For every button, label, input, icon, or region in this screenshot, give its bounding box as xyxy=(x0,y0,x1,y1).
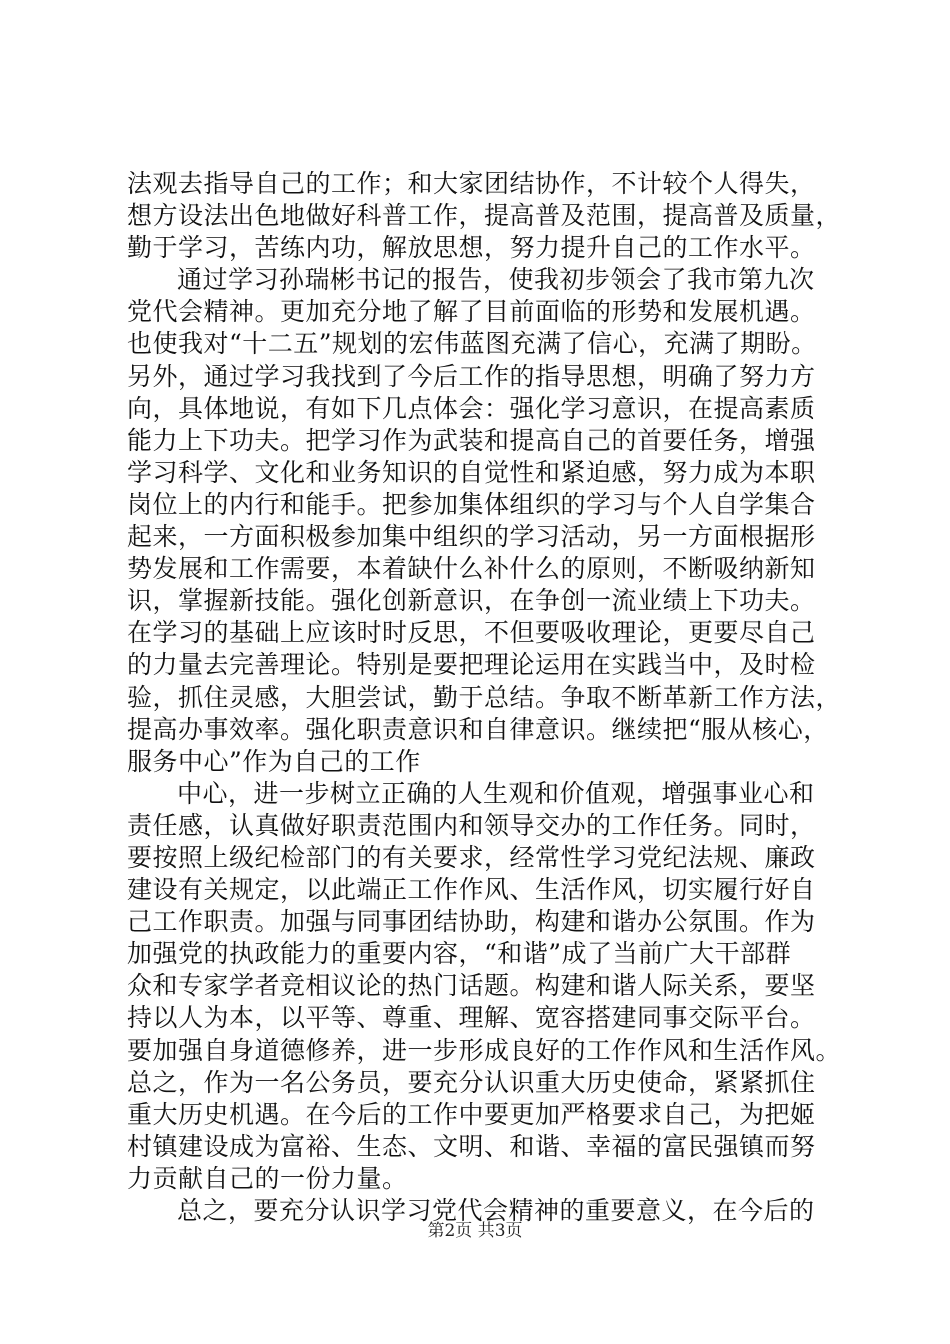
text-line: 起来，一方面积极参加集中组织的学习活动，另一方面根据形 xyxy=(127,522,816,552)
text-line: 验，抓住灵感，大胆尝试，勤于总结。争取不断革新工作方法， xyxy=(127,682,842,712)
paragraph-start-line: 总之，要充分认识学习党代会精神的重要意义，在今后的 xyxy=(177,1196,815,1225)
text-line: 能力上下功夫。把学习作为武装和提高自己的首要任务，增强 xyxy=(127,425,816,455)
text-line: 法观去指导自己的工作；和大家团结协作，不计较个人得失， xyxy=(127,169,816,198)
body-text xyxy=(127,168,847,1227)
text-line: 在学习的基础上应该时时反思，不但要吸收理论，更要尽自己 xyxy=(127,618,816,648)
paragraph-start-line: 中心，进一步树立正确的人生观和价值观，增强事业心和 xyxy=(177,778,815,808)
text-line: 加强党的执政能力的重要内容，“和谐”成了当前广大干部群 xyxy=(127,939,792,969)
text-line: 重大历史机遇。在今后的工作中要更加严格要求自己，为把姬 xyxy=(127,1099,816,1129)
text-line: 岗位上的内行和能手。把参加集体组织的学习与个人自学集合 xyxy=(127,489,816,519)
text-line: 的力量去完善理论。特别是要把理论运用在实践当中，及时检 xyxy=(127,650,816,680)
text-line: 建设有关规定，以此端正工作作风、生活作风，切实履行好自 xyxy=(127,875,816,905)
text-line: 村镇建设成为富裕、生态、文明、和谐、幸福的富民强镇而努 xyxy=(127,1131,816,1161)
page-number-footer: 第2页 共3页 xyxy=(427,1221,523,1241)
text-line: 责任感，认真做好职责范围内和领导交办的工作任务。同时， xyxy=(127,810,816,840)
text-line: 众和专家学者竞相议论的热门话题。构建和谐人际关系，要坚 xyxy=(127,971,816,1001)
text-line: 力贡献自己的一份力量。 xyxy=(127,1163,408,1193)
text-line: 总之，作为一名公务员，要充分认识重大历史使命，紧紧抓住 xyxy=(127,1067,816,1097)
paragraph-start-line: 通过学习孙瑞彬书记的报告，使我初步领会了我市第九次 xyxy=(177,265,815,295)
text-line: 学习科学、文化和业务知识的自觉性和紧迫感，努力成为本职 xyxy=(127,457,816,487)
text-line: 识，掌握新技能。强化创新意识，在争创一流业绩上下功夫。 xyxy=(127,586,816,616)
text-line: 己工作职责。加强与同事团结协助，构建和谐办公氛围。作为 xyxy=(127,907,816,937)
text-line: 提高办事效率。强化职责意识和自律意识。继续把“服从核心， xyxy=(127,714,829,744)
text-line: 另外，通过学习我找到了今后工作的指导思想，明确了努力方 xyxy=(127,361,816,391)
text-line: 势发展和工作需要，本着缺什么补什么的原则，不断吸纳新知 xyxy=(127,554,816,584)
text-line: 党代会精神。更加充分地了解了目前面临的形势和发展机遇。 xyxy=(127,297,816,327)
text-line: 要加强自身道德修养，进一步形成良好的工作作风和生活作风。 xyxy=(127,1035,842,1065)
text-line: 想方设法出色地做好科普工作，提高普及范围，提高普及质量， xyxy=(127,201,842,231)
text-line: 向，具体地说，有如下几点体会：强化学习意识，在提高素质 xyxy=(127,393,816,423)
text-line: 要按照上级纪检部门的有关要求，经常性学习党纪法规、廉政 xyxy=(127,842,816,872)
text-line: 持以人为本，以平等、尊重、理解、宽容搭建同事交际平台。 xyxy=(127,1003,816,1033)
text-line: 勤于学习，苦练内功，解放思想，努力提升自己的工作水平。 xyxy=(127,233,816,263)
text-line: 服务中心”作为自己的工作 xyxy=(127,746,421,776)
text-line: 也使我对“十二五”规划的宏伟蓝图充满了信心，充满了期盼。 xyxy=(127,329,817,359)
